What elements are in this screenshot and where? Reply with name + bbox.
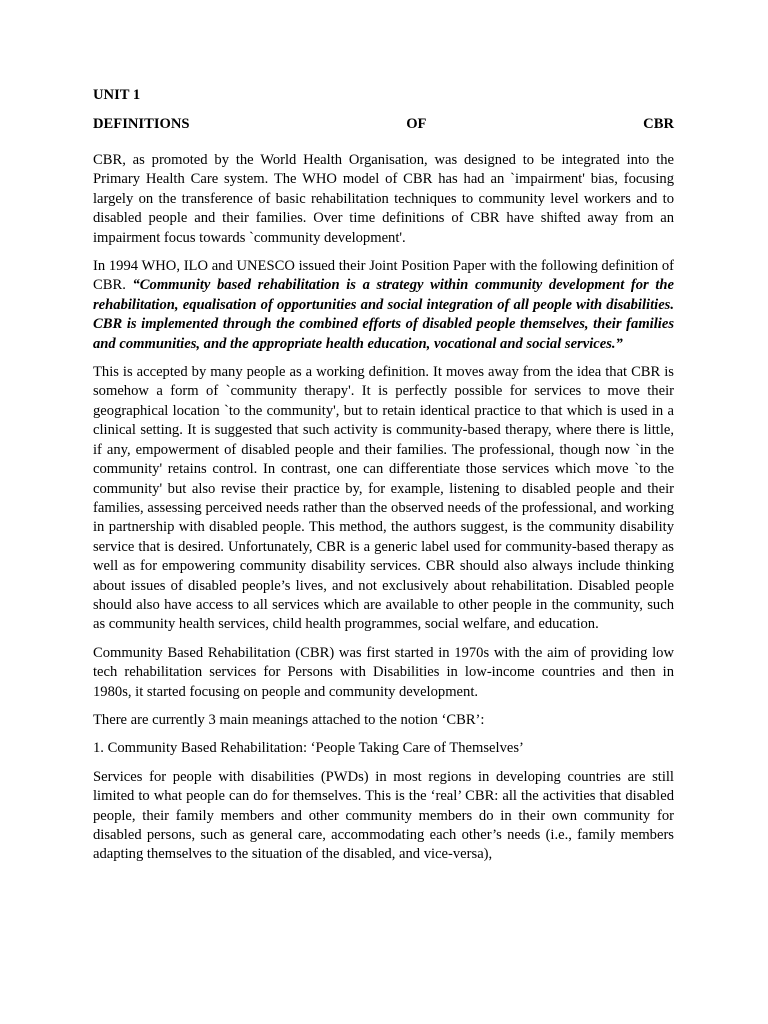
heading-word-of: OF	[406, 116, 427, 132]
section-heading	[93, 115, 674, 134]
cbr-definition-quote: “Community based rehabilitation is a strategy within community development for the rehabilitation, equalisation of opportunities and social integration of all people with disabilities. CBR is implemented through the combined efforts of disabled people themselves, their families and communities, and the appropriate health education, vocational and social services.”	[93, 277, 675, 352]
paragraph-joint-position-intro: In 1994 WHO, ILO and UNESCO issued their Joint Position Paper with the following definition of CBR.	[93, 258, 674, 294]
paragraph-meaning-1-title: 1. Community Based Rehabilitation: ‘People Taking Care of Themselves’	[93, 740, 524, 757]
heading-word-definitions: DEFINITIONS	[93, 116, 190, 132]
paragraph-meanings-intro: There are currently 3 main meanings attached to the notion ‘CBR’:	[93, 711, 485, 728]
paragraph-meaning-1-body: Services for people with disabilities (PWDs) in most regions in developing countries are still limited to what people can do for themselves. This is the ‘real’ CBR: all the activities that disabled people, their family members and other community members do in their own community for disabled persons, such as general care, accommodating each other’s needs (i.e., family members adapting themselves to the situation of the disabled, and vice-versa),	[93, 768, 674, 863]
heading-word-cbr: CBR	[643, 116, 674, 132]
paragraph-working-definition: This is accepted by many people as a working definition. It moves away from the idea that CBR is somehow a form of `community therapy'. It is perfectly possible for services to move their geographical location `to the community', but to retain identical practice to that which is used in a clinical setting. It is suggested that such activity is community-based therapy, where there is little, if any, empowerment of disabled people and their families. The professional, though now `in the community' retains control. In contrast, one can differentiate those services which move `to the community' but also revise their practice by, for example, listening to disabled people and their families, assessing perceived needs rather than the observed needs of the professional, and working in partnership with disabled people. This method, the authors suggest, is the community disability service that is desired. Unfortunately, CBR is a generic label used for community-based therapy as well as for empowering community disability services. CBR should also always include thinking about issues of disabled people’s lives, and not exclusively about rehabilitation. Disabled people should also have access to all services which are available to other people in the community, such as community health services, child health programmes, social welfare, and education.	[93, 364, 674, 633]
paragraph-history: Community Based Rehabilitation (CBR) was first started in 1970s with the aim of providing low tech rehabilitation services for Persons with Disabilities in low-income countries and then in 1980s, it started focusing on people and community development.	[93, 644, 674, 700]
paragraph-joint-position	[93, 257, 674, 354]
unit-label: UNIT 1	[93, 87, 141, 103]
document-page	[93, 86, 674, 865]
paragraph-who-model: CBR, as promoted by the World Health Organisation, was designed to be integrated into the Primary Health Care system. The WHO model of CBR has had an `impairment' bias, focusing largely on the transference of basic rehabilitation techniques to community level workers and to disabled people and their families. Over time definitions of CBR have shifted away from an impairment focus towards `community development'.	[93, 152, 674, 246]
